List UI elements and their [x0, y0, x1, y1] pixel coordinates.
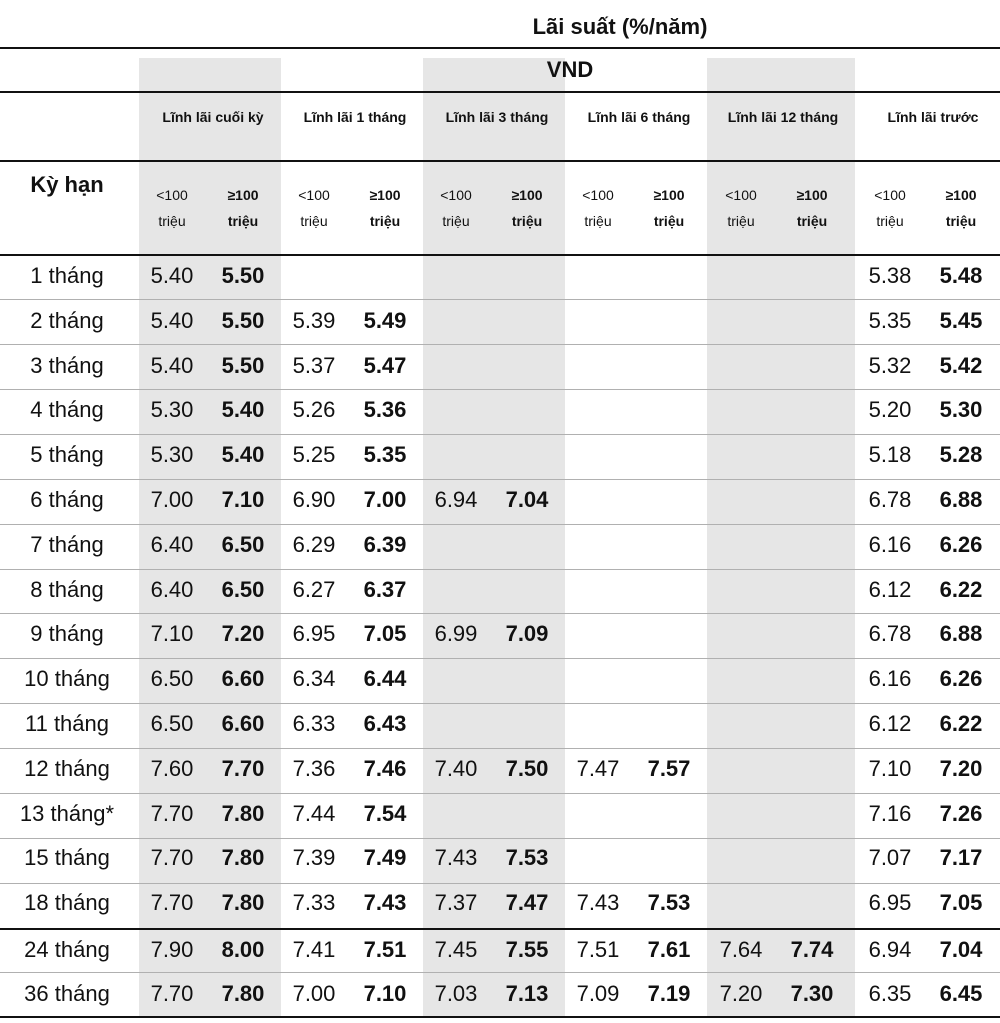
- divider: [0, 658, 1000, 659]
- rate-cell: 6.94: [868, 937, 912, 962]
- subheader-line: <100: [874, 187, 906, 203]
- term-cell: 6 tháng: [30, 487, 104, 512]
- rate-cell: 7.44: [292, 800, 336, 826]
- rate-cell: 6.78: [868, 487, 912, 512]
- subheader-line: triệu: [653, 213, 685, 229]
- rate-cell: 5.40: [150, 352, 194, 378]
- rate-cell: 7.57: [647, 755, 691, 781]
- rate-cell: 7.00: [363, 487, 407, 512]
- rate-cell: 6.26: [939, 531, 983, 557]
- subheader-line: triệu: [584, 213, 612, 229]
- term-cell: 11 tháng: [24, 711, 110, 736]
- rate-cell: 8.00: [221, 937, 265, 962]
- rate-cell: 7.05: [363, 621, 407, 647]
- rate-cell: 7.20: [719, 981, 763, 1006]
- rate-cell: 7.53: [505, 845, 549, 871]
- divider: [0, 344, 1000, 345]
- rate-cell: 5.39: [292, 307, 336, 333]
- term-cell: 9 tháng: [30, 621, 104, 647]
- rate-cell: 7.53: [647, 890, 691, 916]
- rate-cell: 7.09: [505, 621, 549, 647]
- rate-cell: 7.46: [363, 755, 407, 781]
- rate-cell: 5.47: [363, 352, 407, 378]
- rate-cell: 5.36: [363, 397, 407, 423]
- subheader-high: [511, 182, 542, 234]
- divider: [0, 928, 1000, 930]
- rate-cell: 7.70: [150, 800, 194, 826]
- divider: [0, 703, 1000, 704]
- subheader-high: [945, 182, 976, 234]
- group-header: Lĩnh lãi 1 tháng: [303, 109, 407, 125]
- group-header: Lĩnh lãi 12 tháng: [727, 109, 839, 125]
- rate-cell: 7.49: [363, 845, 407, 871]
- rate-cell: 5.38: [868, 263, 912, 288]
- divider: [0, 254, 1000, 256]
- rate-cell: 7.10: [221, 487, 265, 512]
- term-cell: 2 tháng: [30, 307, 104, 333]
- rate-cell: 7.51: [576, 937, 620, 962]
- rate-cell: 6.88: [939, 621, 983, 647]
- rate-cell: 5.42: [939, 352, 983, 378]
- term-cell: 8 tháng: [30, 576, 104, 602]
- rate-cell: 7.36: [292, 755, 336, 781]
- rate-cell: 6.26: [939, 666, 983, 692]
- divider: [0, 748, 1000, 749]
- term-cell: 12 tháng: [24, 755, 110, 781]
- rate-cell: 7.13: [505, 981, 549, 1006]
- rate-cell: 6.50: [221, 576, 265, 602]
- rate-cell: 5.50: [221, 352, 265, 378]
- group-header: Lĩnh lãi 6 tháng: [587, 109, 691, 125]
- rate-cell: 7.74: [790, 937, 834, 962]
- rate-cell: 7.10: [868, 755, 912, 781]
- rate-cell: 7.40: [434, 755, 478, 781]
- rate-cell: 6.50: [150, 666, 194, 692]
- rate-cell: 5.40: [221, 442, 265, 468]
- subheader-line: ≥100: [945, 187, 977, 203]
- subheader-line: triệu: [442, 213, 470, 229]
- subheader-high: [796, 182, 827, 234]
- divider: [0, 883, 1000, 884]
- rate-cell: 7.54: [363, 800, 407, 826]
- subheader-high: [369, 182, 400, 234]
- divider: [0, 47, 1000, 49]
- rate-cell: 5.32: [868, 352, 912, 378]
- subheader-low: [725, 182, 757, 234]
- rate-cell: 5.35: [868, 307, 912, 333]
- subheader-line: ≥100: [369, 187, 401, 203]
- subheader-high: [653, 182, 684, 234]
- group-header: Lĩnh lãi cuối kỳ: [162, 109, 264, 125]
- group-header: Lĩnh lãi 3 tháng: [445, 109, 549, 125]
- rate-cell: 5.25: [292, 442, 336, 468]
- subheader-low: [874, 182, 906, 234]
- rate-cell: 5.28: [939, 442, 983, 468]
- rate-cell: 5.45: [939, 307, 983, 333]
- rate-cell: 7.26: [939, 800, 983, 826]
- rate-cell: 6.60: [221, 666, 265, 692]
- rate-cell: 7.80: [221, 845, 265, 871]
- rate-cell: 6.78: [868, 621, 912, 647]
- subheader-high: [227, 182, 258, 234]
- term-cell: 4 tháng: [30, 397, 104, 423]
- subheader-line: <100: [582, 187, 614, 203]
- term-cell: 13 tháng*: [19, 800, 115, 826]
- term-cell: 24 tháng: [24, 937, 110, 962]
- divider: [0, 389, 1000, 390]
- rate-cell: 5.50: [221, 263, 265, 288]
- rate-cell: 6.39: [363, 531, 407, 557]
- rate-cell: 6.99: [434, 621, 478, 647]
- rate-cell: 5.37: [292, 352, 336, 378]
- rate-cell: 7.00: [292, 981, 336, 1006]
- rate-cell: 6.33: [292, 711, 336, 736]
- term-cell: 10 tháng: [24, 666, 110, 692]
- rate-cell: 6.40: [150, 576, 194, 602]
- subheader-line: triệu: [300, 213, 328, 229]
- rate-cell: 6.40: [150, 531, 194, 557]
- rate-cell: 7.47: [505, 890, 549, 916]
- subheader-low: [298, 182, 330, 234]
- rate-cell: 7.61: [647, 937, 691, 962]
- rate-cell: 5.35: [363, 442, 407, 468]
- divider: [0, 479, 1000, 480]
- rate-cell: 7.04: [939, 937, 983, 962]
- rate-cell: 5.49: [363, 307, 407, 333]
- rate-cell: 6.29: [292, 531, 336, 557]
- divider: [0, 793, 1000, 794]
- subheader-low: [156, 182, 188, 234]
- rate-cell: 6.35: [868, 981, 912, 1006]
- rate-cell: 7.05: [939, 890, 983, 916]
- rate-cell: 7.20: [939, 755, 983, 781]
- rate-cell: 5.26: [292, 397, 336, 423]
- rate-cell: 6.45: [939, 981, 983, 1006]
- term-cell: 5 tháng: [30, 442, 104, 468]
- rate-cell: 7.80: [221, 890, 265, 916]
- subheader-line: triệu: [227, 213, 259, 229]
- subheader-line: triệu: [158, 213, 186, 229]
- rate-cell: 7.70: [221, 755, 265, 781]
- rate-cell: 5.40: [150, 307, 194, 333]
- rate-cell: 7.90: [150, 937, 194, 962]
- rate-cell: 6.27: [292, 576, 336, 602]
- rate-cell: 7.33: [292, 890, 336, 916]
- subheader-line: triệu: [727, 213, 755, 229]
- subheader-low: [582, 182, 614, 234]
- subheader-line: triệu: [511, 213, 543, 229]
- subheader-line: ≥100: [796, 187, 828, 203]
- rate-cell: 7.10: [150, 621, 194, 647]
- subheader-line: triệu: [945, 213, 977, 229]
- rate-cell: 7.60: [150, 755, 194, 781]
- term-cell: 36 tháng: [24, 981, 110, 1006]
- rate-cell: 7.55: [505, 937, 549, 962]
- rate-cell: 6.37: [363, 576, 407, 602]
- rate-cell: 5.20: [868, 397, 912, 423]
- rate-cell: 7.03: [434, 981, 478, 1006]
- rate-cell: 5.18: [868, 442, 912, 468]
- rate-cell: 7.43: [434, 845, 478, 871]
- rate-cell: 7.50: [505, 755, 549, 781]
- rate-cell: 5.48: [939, 263, 983, 288]
- subheader-line: triệu: [796, 213, 828, 229]
- rate-cell: 6.22: [939, 576, 983, 602]
- rate-cell: 6.22: [939, 711, 983, 736]
- rate-cell: 6.88: [939, 487, 983, 512]
- divider: [0, 613, 1000, 614]
- rate-cell: 5.30: [150, 397, 194, 423]
- subheader-line: <100: [156, 187, 188, 203]
- rate-cell: 6.43: [363, 711, 407, 736]
- divider: [0, 524, 1000, 525]
- rate-cell: 5.50: [221, 307, 265, 333]
- rate-cell: 7.16: [868, 800, 912, 826]
- rate-cell: 6.16: [868, 531, 912, 557]
- term-cell: 1 tháng: [30, 263, 104, 288]
- divider: [0, 1016, 1000, 1018]
- divider: [0, 569, 1000, 570]
- divider: [0, 972, 1000, 973]
- rate-cell: 7.09: [576, 981, 620, 1006]
- subheader-line: ≥100: [511, 187, 543, 203]
- rate-cell: 6.16: [868, 666, 912, 692]
- divider: [0, 91, 1000, 93]
- rate-cell: 7.70: [150, 981, 194, 1006]
- subheader-line: triệu: [369, 213, 401, 229]
- subheader-line: ≥100: [653, 187, 685, 203]
- rate-cell: 7.80: [221, 981, 265, 1006]
- rate-cell: 5.40: [221, 397, 265, 423]
- rate-cell: 7.47: [576, 755, 620, 781]
- subheader-low: [440, 182, 472, 234]
- rate-cell: 7.17: [939, 845, 983, 871]
- rate-cell: 6.50: [150, 711, 194, 736]
- rate-cell: 7.51: [363, 937, 407, 962]
- header-title: Lãi suất (%/năm): [532, 14, 708, 39]
- rate-cell: 6.50: [221, 531, 265, 557]
- rate-cell: 7.45: [434, 937, 478, 962]
- subheader-line: <100: [725, 187, 757, 203]
- rate-cell: 5.30: [939, 397, 983, 423]
- rate-cell: 7.70: [150, 845, 194, 871]
- subheader-line: ≥100: [227, 187, 259, 203]
- term-cell: 7 tháng: [30, 531, 104, 557]
- rate-cell: 6.95: [868, 890, 912, 916]
- subheader-line: <100: [440, 187, 472, 203]
- rate-cell: 7.10: [363, 981, 407, 1006]
- rate-cell: 5.30: [150, 442, 194, 468]
- rate-cell: 7.80: [221, 800, 265, 826]
- rate-cell: 7.00: [150, 487, 194, 512]
- divider: [0, 838, 1000, 839]
- rate-cell: 6.60: [221, 711, 265, 736]
- rate-cell: 6.12: [868, 711, 912, 736]
- rate-cell: 7.39: [292, 845, 336, 871]
- rate-cell: 7.41: [292, 937, 336, 962]
- term-cell: 18 tháng: [24, 890, 110, 916]
- subheader-line: triệu: [876, 213, 904, 229]
- rate-cell: 7.20: [221, 621, 265, 647]
- divider: [0, 434, 1000, 435]
- group-header: Lĩnh lãi trước: [887, 109, 979, 125]
- rate-cell: 7.64: [719, 937, 763, 962]
- term-cell: 15 tháng: [24, 845, 110, 871]
- subheader-line: <100: [298, 187, 330, 203]
- rate-cell: 6.12: [868, 576, 912, 602]
- rate-cell: 6.90: [292, 487, 336, 512]
- rate-cell: 6.95: [292, 621, 336, 647]
- rate-cell: 7.70: [150, 890, 194, 916]
- rate-cell: 5.40: [150, 263, 194, 288]
- rate-cell: 7.04: [505, 487, 549, 512]
- currency-label: VND: [546, 57, 594, 82]
- rate-cell: 6.34: [292, 666, 336, 692]
- rate-cell: 7.30: [790, 981, 834, 1006]
- divider: [0, 299, 1000, 300]
- rate-cell: 7.37: [434, 890, 478, 916]
- rate-cell: 6.94: [434, 487, 478, 512]
- rate-cell: 7.43: [363, 890, 407, 916]
- rate-cell: 7.43: [576, 890, 620, 916]
- term-cell: 3 tháng: [30, 352, 104, 378]
- divider: [0, 160, 1000, 162]
- rate-cell: 7.19: [647, 981, 691, 1006]
- rate-cell: 7.07: [868, 845, 912, 871]
- rate-cell: 6.44: [363, 666, 407, 692]
- term-column-header: Kỳ hạn: [30, 172, 104, 197]
